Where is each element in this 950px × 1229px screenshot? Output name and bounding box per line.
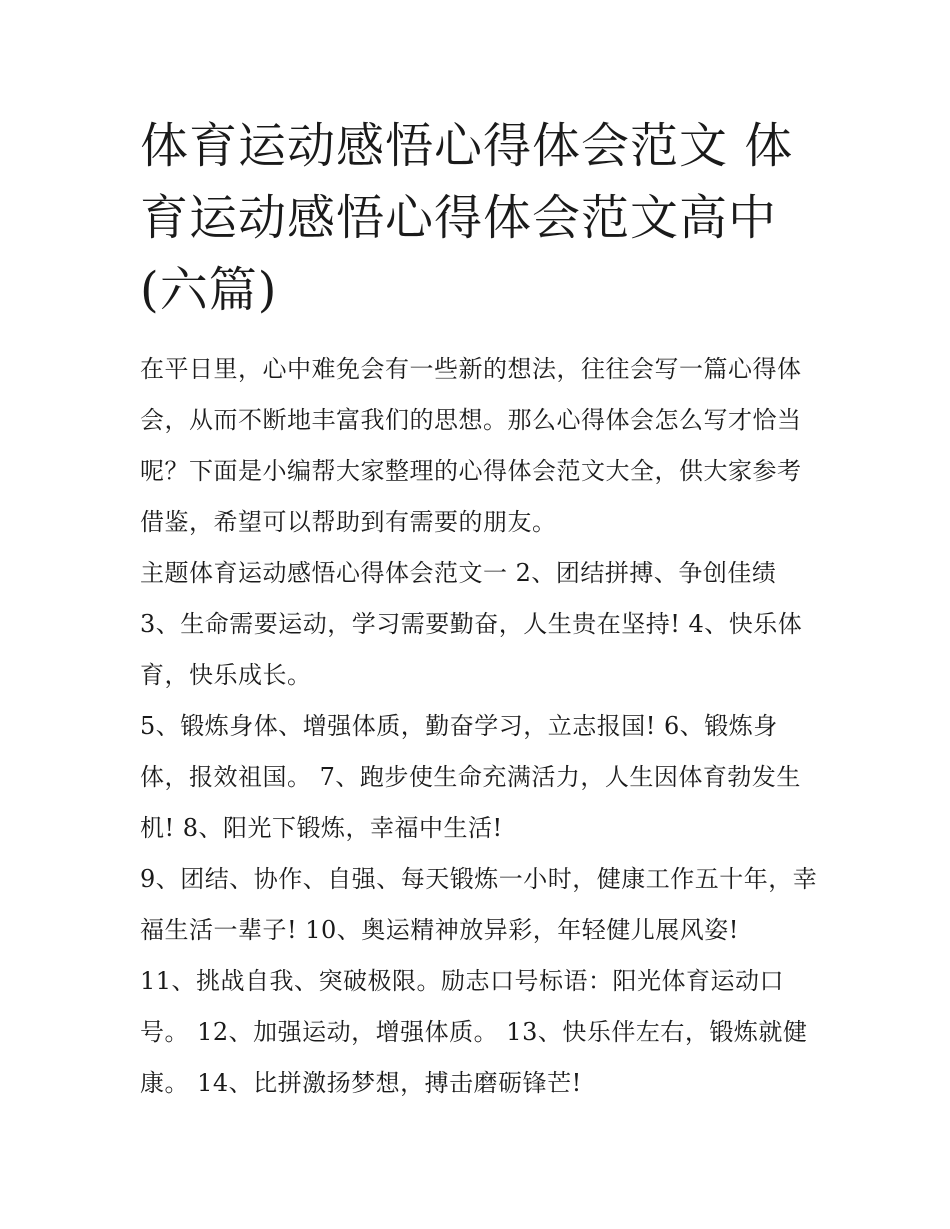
document-page bbox=[140, 110, 820, 1109]
body-paragraph: 11、挑战自我、突破极限。励志口号标语：阳光体育运动口号。 12、加强运动，增强体质。 13、快乐伴左右，锻炼就健康。 14、比拼激扬梦想，搏击磨砺锋芒! bbox=[140, 967, 808, 1097]
body-paragraph: 主题体育运动感悟心得体会范文一 2、团结拼搏、争创佳绩 bbox=[140, 559, 777, 587]
body-paragraph: 5、锻炼身体、增强体质，勤奋学习，立志报国! 6、锻炼身体，报效祖国。 7、跑步使生命充满活力，人生因体育勃发生机! 8、阳光下锻炼，幸福中生活! bbox=[140, 712, 801, 842]
body-paragraph: 3、生命需要运动，学习需要勤奋，人生贵在坚持! 4、快乐体育，快乐成长。 bbox=[140, 610, 803, 689]
intro-paragraph: 在平日里，心中难免会有一些新的想法，往往会写一篇心得体会，从而不断地丰富我们的思想。那么心得体会怎么写才恰当呢？下面是小编帮大家整理的心得体会范文大全，供大家参考借鉴，希望可以帮助到有需要的朋友。 bbox=[140, 355, 802, 536]
body-paragraph: 9、团结、协作、自强、每天锻炼一小时，健康工作五十年，幸福生活一辈子! 10、奥运精神放异彩，年轻健儿展风姿! bbox=[140, 865, 818, 944]
document-title: 体育运动感悟心得体会范文 体育运动感悟心得体会范文高中(六篇) bbox=[140, 118, 794, 318]
